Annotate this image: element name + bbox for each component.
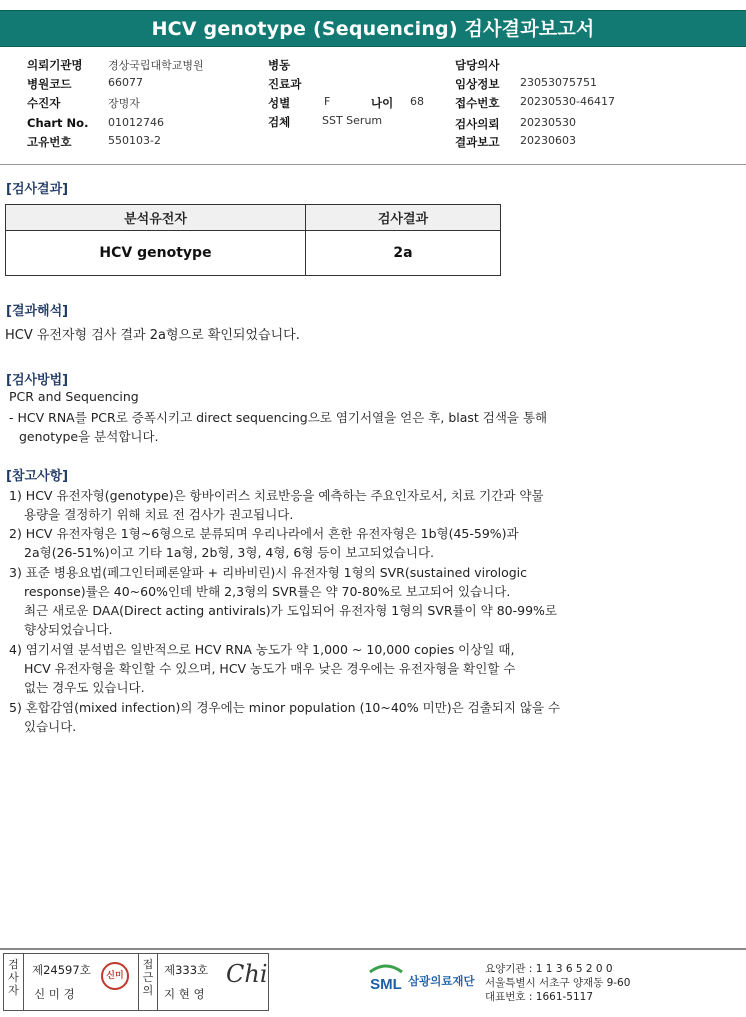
patient-label: 수진자 (27, 96, 61, 110)
hospital-code-label: 병원코드 (27, 77, 72, 91)
examiner-name: 신 미 경 (34, 987, 75, 1001)
contact-line: 서울특별시 서초구 양재동 9-60 (485, 977, 631, 989)
footer-divider (0, 948, 746, 950)
results-table (5, 204, 501, 276)
chart-no-label: Chart No. (27, 116, 89, 130)
sex-label: 성별 (268, 96, 291, 110)
unique-no-value: 550103-2 (108, 134, 161, 147)
reference-line: 1) HCV 유전자형(genotype)은 항바이러스 치료반응을 예측하는 주요인자로서, 치료 기간과 약물 (9, 488, 544, 503)
method-section-title: [검사방법] (6, 373, 69, 388)
reference-line: 없는 경우도 있습니다. (24, 680, 145, 695)
receipt-no-label: 접수번호 (455, 96, 500, 110)
results-section-title: [검사결과] (6, 182, 69, 197)
confirmer-signature: Chi (226, 960, 268, 988)
reference-line: 있습니다. (24, 719, 77, 734)
interpretation-section-title: [결과해석] (6, 304, 69, 319)
clinical-info-value: 23053075751 (520, 76, 597, 89)
reference-line: response)률은 40~60%인데 반해 2,3형의 SVR률은 약 70-80%로 보고되어 있습니다. (24, 584, 511, 599)
age-value: 68 (410, 95, 424, 108)
age-label: 나이 (371, 96, 394, 110)
request-date-label: 검사의뢰 (455, 117, 500, 131)
request-date-value: 20230530 (520, 116, 576, 129)
reference-line: 향상되었습니다. (24, 622, 113, 637)
sex-value: F (324, 95, 331, 108)
examiner-seal: 신미 (101, 962, 129, 990)
interpretation-text: HCV 유전자형 검사 결과 2a형으로 확인되었습니다. (5, 328, 300, 343)
contact-info (485, 962, 630, 1004)
chart-no-value: 01012746 (108, 116, 164, 129)
info-divider (0, 164, 746, 165)
institution-value: 경상국립대학교병원 (108, 59, 204, 72)
reference-line: 2a형(26-51%)이고 기타 1a형, 2b형, 3형, 4형, 6형 등이 보고되었습니다. (24, 545, 435, 560)
receipt-no-value: 20230530-46417 (520, 95, 615, 108)
report-date-value: 20230603 (520, 134, 576, 147)
reference-line: 4) 염기서열 분석법은 일반적으로 HCV RNA 농도가 약 1,000 ~ 10,000 copies 이상일 때, (9, 642, 515, 657)
results-col-gene: 분석유전자 (6, 205, 306, 231)
method-desc-line1: - HCV RNA를 PCR로 증폭시키고 direct sequencing으로 염기서열을 얻은 후, blast 검색을 통해 (9, 410, 548, 425)
reference-line: 용량을 결정하기 위해 치료 전 검사가 권고됩니다. (24, 507, 294, 522)
contact-line: 요양기관 : 1 1 3 6 5 2 0 0 (485, 963, 613, 975)
sml-logo-icon (366, 962, 406, 996)
signature-box (3, 953, 269, 1011)
confirmer-name: 지 현 영 (164, 987, 205, 1001)
references-section-title: [참고사항] (6, 469, 69, 484)
hospital-code-value: 66077 (108, 76, 143, 89)
reference-line: 최근 새로운 DAA(Direct acting antivirals)가 도입되어 유전자형 1형의 SVR률이 약 80-99%로 (24, 603, 557, 618)
doctor-label: 담당의사 (455, 58, 500, 72)
logo-abbr: SML (370, 976, 402, 993)
table-row (6, 231, 501, 276)
report-date-label: 결과보고 (455, 135, 500, 149)
gene-cell: HCV genotype (6, 231, 306, 276)
specimen-label: 검체 (268, 115, 291, 129)
reference-line: 3) 표준 병용요법(페그인터페론알파 + 리바비린)시 유전자형 1형의 SVR(sustained virologic (9, 565, 528, 580)
specimen-value: SST Serum (322, 114, 383, 127)
institution-label: 의뢰기관명 (27, 58, 83, 72)
clinical-info-label: 임상정보 (455, 77, 500, 91)
confirmer-no: 제333호 (164, 963, 209, 977)
reference-line: 2) HCV 유전자형은 1형~6형으로 분류되며 우리나라에서 흔한 유전자형은 1b형(45-59%)과 (9, 526, 519, 541)
patient-info-panel (0, 55, 746, 165)
examiner-label: 검사자 (4, 954, 24, 1010)
result-cell: 2a (306, 231, 501, 276)
examiner-no: 제24597호 (32, 963, 91, 977)
reference-line: HCV 유전자형을 확인할 수 있으며, HCV 농도가 매우 낮은 경우에는 유전자형을 확인할 수 (24, 661, 516, 676)
confirmer-label: 접근의 (138, 954, 158, 1010)
patient-value: 장명자 (108, 97, 140, 110)
report-title: HCV genotype (Sequencing) 검사결과보고서 (0, 10, 746, 47)
method-name: PCR and Sequencing (9, 389, 139, 404)
reference-line: 5) 혼합감염(mixed infection)의 경우에는 minor population (10~40% 미만)은 검출되지 않을 수 (9, 700, 561, 715)
contact-line: 대표번호 : 1661-5117 (485, 991, 594, 1003)
method-desc-line2: genotype을 분석합니다. (19, 429, 159, 444)
dept-label: 진료과 (268, 77, 302, 91)
unique-no-label: 고유번호 (27, 135, 72, 149)
logo-name: 삼광의료재단 (408, 974, 475, 988)
results-col-result: 검사결과 (306, 205, 501, 231)
ward-label: 병동 (268, 58, 291, 72)
